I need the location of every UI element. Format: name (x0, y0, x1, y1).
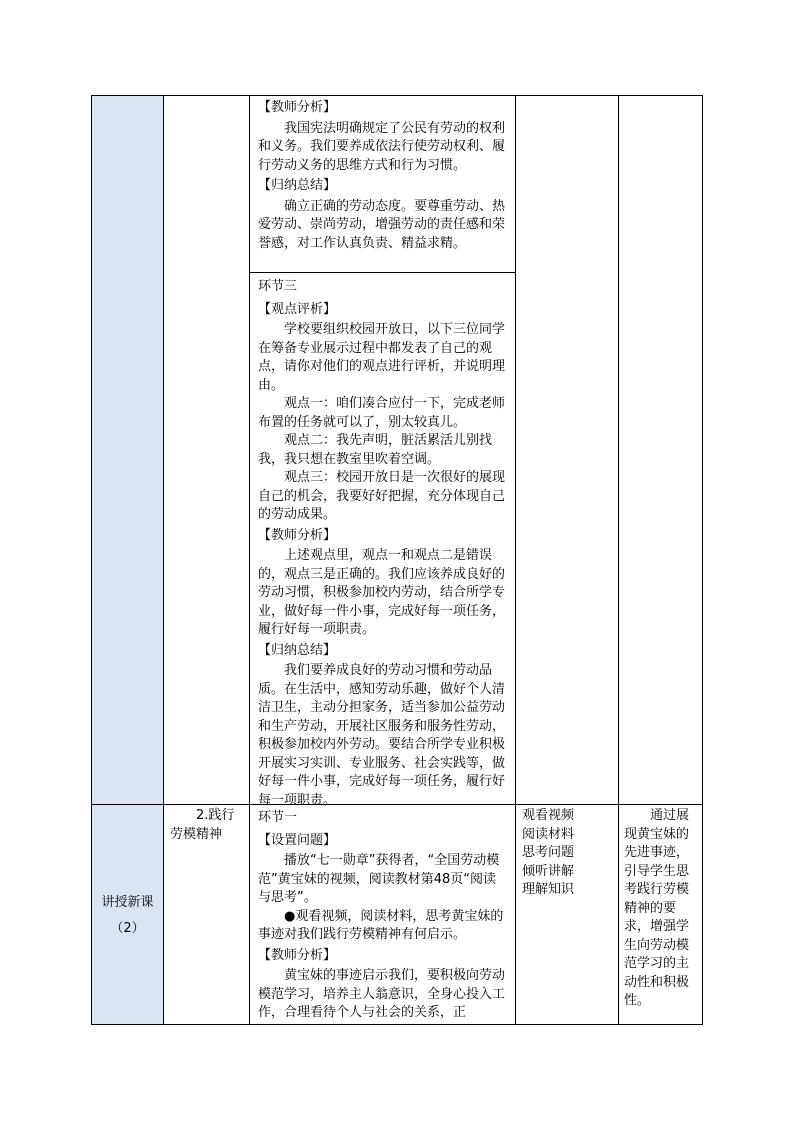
topic-text: 2.践行劳模精神 (170, 808, 235, 842)
student-activity-item: 倾听讲解 (522, 863, 575, 879)
section-heading: 【教师分析】 (258, 947, 337, 963)
paragraph: 黄宝妹的事迹启示我们，要积极向劳动模范学习，培养主人翁意识，全身心投入工作，合理看待个人与社会的关系，正 (258, 968, 506, 1020)
paragraph: 上述观点里，观点一和观点二是错误的，观点三是正确的。我们应该养成良好的劳动习惯，积极参加校内劳动，结合所学专业，做好每一件小事，完成好每一项任务，履行好每一项职责。 (258, 548, 506, 637)
section-heading: 【教师分析】 (258, 100, 337, 115)
paragraph: 观点三：校园开放日是一次很好的展现自己的机会，我要好好把握，充分体现自己的劳动成果。 (258, 470, 506, 522)
paragraph: 确立正确的劳动态度。要尊重劳动、热爱劳动、崇尚劳动，增强劳动的责任感和荣誉感，对工作认真负责、精益求精。 (258, 198, 506, 251)
paragraph: 播放“七一勋章”获得者，“全国劳动模范”黄宝妹的视频，阅读教材第48页“阅读与思考”。 (258, 853, 500, 905)
paragraph: 观点一：咱们凑合应付一下，完成老师布置的任务就可以了，别太较真儿。 (258, 396, 506, 430)
paragraph: 我们要养成良好的劳动习惯和劳动品质。在生活中，感知劳动乐趣，做好个人清洁卫生，主动分担家务，适当参加公益劳动和生产劳动，开展社区服务和服务性劳动，积极参加校内外劳动。要结合所学专业积极开展实习实训、专业服务、社会实践等，做好每一件小事，完成好每一项任务，履行好每一项职责。 (258, 663, 506, 808)
student-activity-item: 阅读材料 (522, 826, 575, 842)
row3-stage-cell (92, 890, 163, 942)
table-top-border (91, 95, 703, 96)
row2-activity-cell (258, 276, 508, 810)
row3-student-activity-cell (522, 807, 614, 900)
row1-activity-cell (258, 97, 508, 253)
row3-topic-cell (170, 807, 244, 844)
section-label: 环节一 (258, 810, 298, 825)
section-label: 环节三 (258, 279, 298, 294)
paragraph: 我国宪法明确规定了公民有劳动的权利和义务。我们要养成依法行使劳动权利、履行劳动义务的思维方式和行为习惯。 (258, 120, 506, 173)
table-left-border (91, 95, 92, 1025)
student-activity-item: 思考问题 (522, 845, 575, 860)
section-heading: 【观点评析】 (258, 301, 337, 317)
table-bottom-border (91, 1024, 703, 1025)
col-divider-4 (618, 95, 619, 1025)
paragraph: 学校要组织校园开放日，以下三位同学在筹备专业展示过程中都发表了自己的观点，请你对他们的观点进行评析，并说明理由。 (258, 322, 506, 393)
student-activity-item: 理解知识 (522, 882, 575, 897)
section-heading: 【归纳总结】 (258, 642, 337, 658)
stage-number: （2） (110, 921, 145, 936)
section-heading: 【归纳总结】 (258, 178, 337, 193)
row3-design-intent-cell (624, 807, 698, 1011)
section-heading: 【设置问题】 (258, 832, 337, 848)
row3-activity-cell (258, 807, 508, 1023)
table-right-border (702, 95, 703, 1025)
col-divider-1 (163, 95, 164, 1025)
paragraph: ●观看视频，阅读材料，思考黄宝妹的事迹对我们践行劳模精神有何启示。 (258, 908, 504, 942)
student-activity-item: 观看视频 (522, 808, 575, 823)
paragraph: 观点二：我先声明，脏活累活儿别找我，我只想在教室里吹着空调。 (258, 433, 493, 467)
column-1-shade (92, 95, 163, 1025)
section-heading: 【教师分析】 (258, 527, 337, 543)
stage-title: 讲授新课 (101, 895, 154, 910)
col-divider-2 (249, 95, 250, 1025)
row1-bottom-border (249, 272, 515, 273)
design-intent-text: 通过展现黄宝妹的先进事迹，引导学生思考践行劳模精神的要求，增强学生向劳动模范学习的主动性和积极性。 (624, 808, 690, 1008)
col-divider-3 (515, 95, 516, 1025)
